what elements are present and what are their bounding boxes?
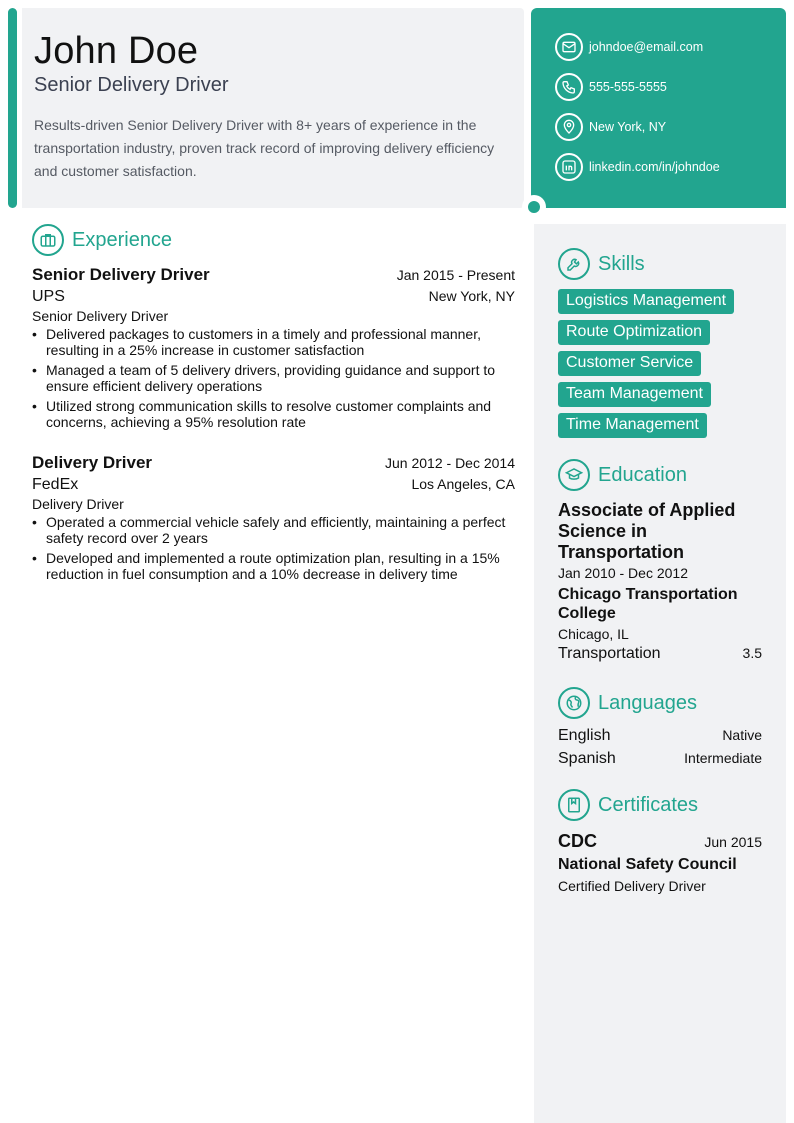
- job-company: FedEx: [32, 476, 79, 493]
- contact-panel: [531, 8, 786, 208]
- contact-email[interactable]: [555, 33, 703, 61]
- certificates-title: Certificates: [598, 793, 699, 816]
- language-level: Native: [722, 727, 762, 743]
- education-field: Transportation: [558, 645, 661, 662]
- job-bullets: [32, 326, 515, 430]
- job-entry: [32, 453, 515, 586]
- skill-tag: Route Optimization: [558, 320, 710, 345]
- languages-heading: [558, 687, 697, 719]
- certificate-book-icon: [558, 789, 590, 821]
- job-bullet: • Utilized strong communication skills to resolve customer complaints and concerns, achieving a 95% resolution rate: [32, 398, 515, 430]
- linkedin-text: linkedin.com/in/johndoe: [589, 160, 720, 174]
- skill-tag: Team Management: [558, 382, 711, 407]
- job-role: Senior Delivery Driver: [32, 308, 169, 324]
- skill-tag: Logistics Management: [558, 289, 734, 314]
- education-title: Education: [598, 463, 687, 486]
- job-location: New York, NY: [428, 288, 515, 304]
- candidate-name: John Doe: [34, 30, 199, 72]
- skill-tag: Time Management: [558, 413, 707, 438]
- contact-location: [555, 113, 666, 141]
- education-entry: [558, 500, 762, 663]
- phone-text: 555-555-5555: [589, 80, 667, 94]
- header-divider-dot: [522, 195, 546, 219]
- email-text: johndoe@email.com: [589, 40, 704, 54]
- education-gpa: 3.5: [742, 645, 762, 661]
- briefcase-icon: [32, 224, 64, 256]
- job-dates: Jan 2015 - Present: [396, 267, 515, 283]
- certificate-org: National Safety Council: [558, 856, 737, 873]
- accent-bar: [8, 8, 17, 208]
- education-dates: Jan 2010 - Dec 2012: [558, 565, 688, 581]
- candidate-title: Senior Delivery Driver: [34, 74, 229, 96]
- certificate-entry: [558, 831, 762, 894]
- job-location: Los Angeles, CA: [411, 476, 515, 492]
- education-heading: [558, 459, 687, 491]
- summary: Results-driven Senior Delivery Driver with 8+ years of experience in the transportation industry, proven track record of improving delivery efficiency and customer satisfaction.: [34, 117, 495, 179]
- skills-title: Skills: [598, 252, 645, 275]
- job-bullet: • Delivered packages to customers in a timely and professional manner, resulting in a 25% increase in customer satisfaction: [32, 326, 515, 358]
- skill-tag: Customer Service: [558, 351, 701, 376]
- globe-icon: [558, 687, 590, 719]
- job-bullet: • Managed a team of 5 delivery drivers, providing guidance and support to ensure efficient delivery operations: [32, 362, 515, 394]
- experience-title: Experience: [72, 228, 173, 251]
- sidebar: [534, 224, 786, 1123]
- languages-title: Languages: [598, 691, 697, 714]
- wrench-icon: [558, 248, 590, 280]
- graduation-cap-icon: [558, 459, 590, 491]
- job-company: UPS: [32, 288, 65, 305]
- language-row: [558, 750, 762, 768]
- job-dates: Jun 2012 - Dec 2014: [385, 455, 515, 471]
- certificate-date: Jun 2015: [704, 834, 762, 850]
- language-name: English: [558, 727, 611, 744]
- skills-heading: [558, 248, 645, 280]
- language-level: Intermediate: [684, 750, 762, 766]
- job-bullets: [32, 514, 515, 582]
- map-pin-icon: [555, 113, 583, 141]
- job-title: Delivery Driver: [32, 453, 153, 472]
- certificate-desc: Certified Delivery Driver: [558, 878, 706, 894]
- education-school: Chicago Transportation College: [558, 586, 738, 622]
- header-panel: [22, 8, 524, 208]
- job-bullet: • Developed and implemented a route optimization plan, resulting in a 15% reduction in fuel consumption and a 10% decrease in delivery time: [32, 550, 515, 582]
- email-icon: [555, 33, 583, 61]
- job-bullet: • Operated a commercial vehicle safely and efficiently, maintaining a perfect safety record over 2 years: [32, 514, 515, 546]
- education-degree: Associate of Applied Science in Transportation: [558, 500, 736, 562]
- experience-heading: [32, 224, 172, 256]
- location-text: New York, NY: [589, 120, 667, 134]
- job-title: Senior Delivery Driver: [32, 265, 210, 284]
- job-role: Delivery Driver: [32, 496, 124, 512]
- skills-list: [558, 289, 734, 444]
- phone-icon: [555, 73, 583, 101]
- certificates-heading: [558, 789, 698, 821]
- linkedin-icon: [555, 153, 583, 181]
- job-entry: [32, 265, 515, 434]
- language-row: [558, 727, 762, 745]
- contact-linkedin[interactable]: [555, 153, 720, 181]
- education-city: Chicago, IL: [558, 626, 629, 642]
- language-name: Spanish: [558, 750, 616, 767]
- certificate-name: CDC: [558, 831, 597, 851]
- contact-phone[interactable]: [555, 73, 667, 101]
